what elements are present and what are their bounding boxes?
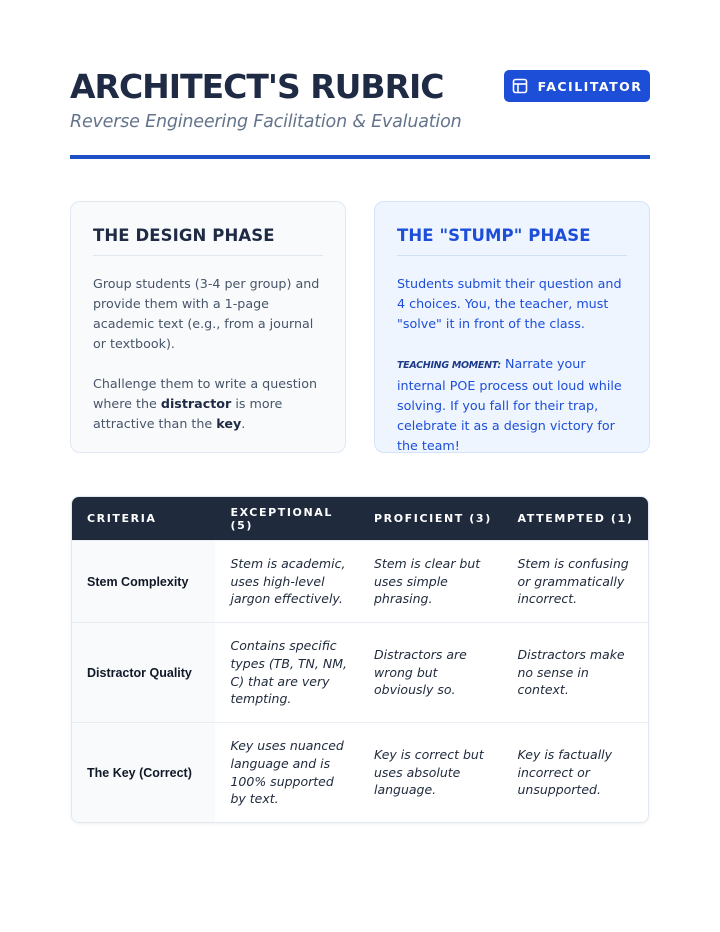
page-header <box>70 66 650 132</box>
page-subtitle: Reverse Engineering Facilitation & Evaluation <box>70 112 462 132</box>
header-divider <box>70 155 650 159</box>
card-body <box>397 274 627 456</box>
card-paragraph <box>397 354 627 456</box>
layout-icon <box>512 78 528 94</box>
card-title: THE DESIGN PHASE <box>93 226 323 256</box>
emphasis-key: key <box>216 416 242 431</box>
table-cell: Stem is clear but uses simple phrasing. <box>373 556 481 607</box>
criteria-cell: Stem Complexity <box>72 541 215 622</box>
table-cell: Stem is confusing or grammatically incorrect. <box>517 556 629 607</box>
badge-label: FACILITATOR <box>537 78 643 94</box>
table-cell: Distractors make no sense in context. <box>517 647 625 698</box>
card-paragraph <box>93 374 323 434</box>
column-header: PROFICIENT (3) <box>374 512 492 525</box>
table-row <box>72 540 648 622</box>
emphasis-distractor: distractor <box>160 396 232 411</box>
table-row <box>72 722 648 822</box>
table-cell: Stem is academic, uses high-level jargon effectively. <box>230 556 346 607</box>
facilitator-badge <box>504 70 650 102</box>
text-span: Narrate your internal POE process out loud while solving. If you fall for their trap, celebrate it as a design victory for the team! <box>397 356 622 453</box>
card-body <box>93 274 323 434</box>
table-header <box>72 497 648 540</box>
rubric-table <box>71 496 649 823</box>
table-cell: Key is factually incorrect or unsupported. <box>517 747 613 798</box>
table-row <box>72 622 648 722</box>
text-span: Challenge them to write a question where the <box>93 376 318 411</box>
card-paragraph: Group students (3-4 per group) and provide them with a 1-page academic text (e.g., from a journal or textbook). <box>93 276 320 351</box>
criteria-cell: Distractor Quality <box>72 623 215 722</box>
page-title: ARCHITECT'S RUBRIC <box>70 67 444 106</box>
table-cell: Key uses nuanced language and is 100% supported by text. <box>230 738 344 807</box>
table-cell: Contains specific types (TB, TN, NM, C) that are very tempting. <box>230 638 347 707</box>
column-header: EXCEPTIONAL (5) <box>230 505 334 532</box>
design-phase-card <box>70 201 346 453</box>
teaching-moment-label: TEACHING MOMENT: <box>397 360 501 371</box>
card-paragraph: Students submit their question and 4 choices. You, the teacher, must "solve" it in front of the class. <box>397 276 622 331</box>
text-span: is more attractive than the <box>93 396 283 431</box>
table-cell: Distractors are wrong but obviously so. <box>373 647 467 698</box>
stump-phase-card <box>374 201 650 453</box>
criteria-cell: The Key (Correct) <box>72 723 215 822</box>
card-title: THE "STUMP" PHASE <box>397 226 627 256</box>
text-span: . <box>241 416 246 431</box>
column-header: ATTEMPTED (1) <box>517 512 634 525</box>
table-cell: Key is correct but uses absolute language. <box>373 747 484 798</box>
column-header: CRITERIA <box>87 512 157 525</box>
